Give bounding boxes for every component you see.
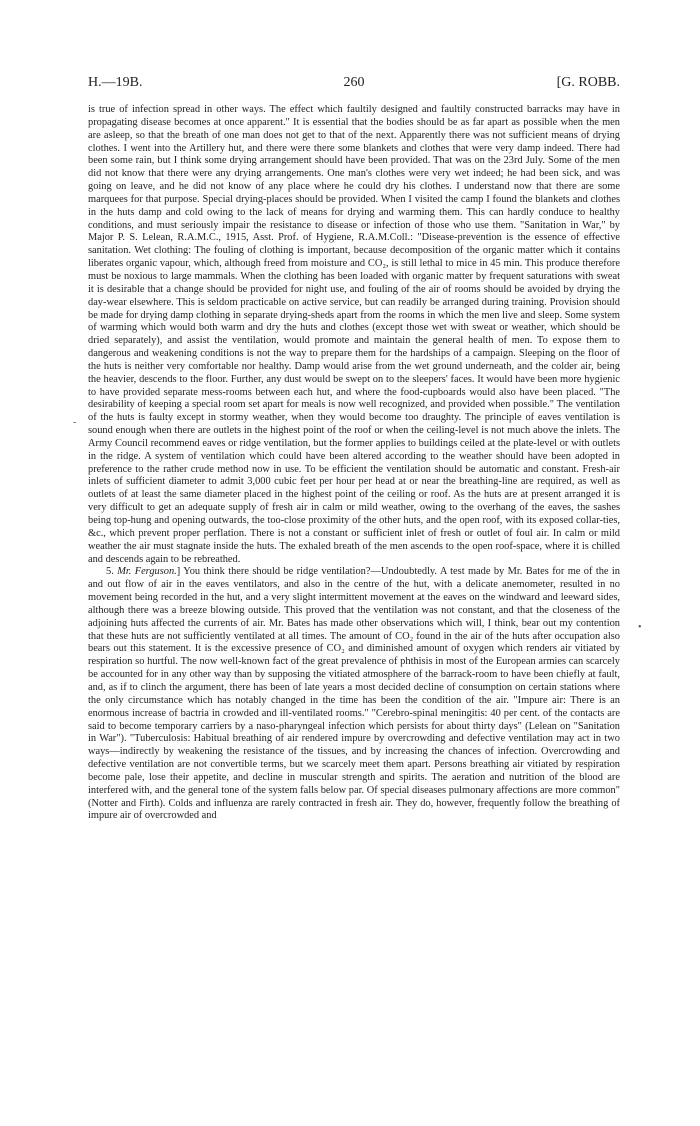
paragraph-2-text: You think there should be ridge ventilation?—Undoubtedly. A test made by Mr. Bates for me of the in and out flow of air in the eaves ventilators, and also in the centre of the hut, with a delicate anemometer, resulted in no movement being recorded in the hut, and a very slight intermittent movement at the eaves on the windward and leeward sides, although there was a breeze blowing outside. This proved that the ventilation was not constant, and that the closeness of the adjoining huts affected the currents of air. Mr. Bates has made other observations which will, I think, bear out my contention that these huts are not sufficiently ventilated at all times. The amount of CO₂ found in the air of the huts after occupation also bears out this statement. It is the excessive presence of CO₂ and diminished amount of oxygen which renders air vitiated by respiration so hurtful. The now well-known fact of the great prevalence of phthisis in most of the European armies can scarcely be accounted for in any other way than by supposing the vitiated atmosphere of the barrack-room to have been chiefly at fault, and, as if to clinch the argument, there has been of late years a most decided decline of consumption on certain stations where the only circumstance which has notably changed in the time has been the condition of the air. "Impure air: There is an enormous increase of bactria in crowded and ill-ventilated rooms." "Cerebro-spinal meningitis: 40 per cent. of the contacts are said to become temporary carriers by a naso-pharyngeal infection which persists for about thirty days" (Lelean on "Sanitation in War"). "Tuberculosis: Habitual breathing of air rendered impure by overcrowding and defective ventilation may act in two ways—indirectly by weakening the resistance of the tissues, and by increasing the chances of infection. Overcrowding and defective ventilation are not convertible terms, but we scarcely meet them apart. Persons breathing air vitiated by respiration become pale, lose their appetite, and decline in muscular strength and spirits. The aeration and nutrition of the blood are interfered with, and the general tone of the system falls below par. Of special diseases pulmonary affections are more common" (Notter and Firth). Colds and influenza are rarely contracted in fresh air. They do, however, frequently follow the breathing of impure air of overcrowded and <box>88 566 620 822</box>
margin-mark-right: • <box>638 622 642 633</box>
header-witness: [G. ROBB. <box>556 75 620 90</box>
question-bracket: ] <box>176 566 181 578</box>
paragraph-2 <box>88 566 620 823</box>
question-number: 5. <box>106 566 114 578</box>
question-speaker: Mr. Ferguson. <box>117 566 177 578</box>
page-header <box>88 75 620 97</box>
margin-mark-left: - <box>73 417 77 428</box>
header-reference: H.—19B. <box>88 75 143 90</box>
body-text <box>88 104 620 823</box>
page-number: 260 <box>343 75 365 90</box>
paragraph-1: is true of infection spread in other ways. The effect which faultily designed and faultily constructed barracks may have in propagating disease becomes at once apparent." It is essential that the bodies should be as far apart as possible when the men are asleep, so that the breath of one man does not get to that of the next. Apparently there was not sufficient means of drying clothes. I went into the Artillery hut, and there were there some blankets and clothes that were very damp indeed. There had been some rain, but I think some drying arrangement should have been provided. That was on the 23rd July. Some of the men did not know that there were any drying arrangements. One man's clothes were very wet indeed; he had been sick, and was going on leave, and he did not know of any place where he could dry his clothes. I understand now that there are some marquees for that purpose. Special drying-places should be provided. When I visited the camp I found the blankets and clothes in the huts damp and cold owing to the lack of means for drying and warming them. This can hardly conduce to healthy conditions, and must seriously impair the resistance to disease or infection of those who use them. "Sanitation in War," by Major P. S. Lelean, R.A.M.C., 1915, Asst. Prof. of Hygiene, R.A.M.Coll.: "Disease-prevention is the essence of effective sanitation. Wet clothing: The fouling of clothing is important, because decomposition of the organic matter which it contains liberates organic vapour, which, although freed from moisture and CO₂, is still lethal to mice in 45 min. This produce therefore must be noxious to large mammals. When the clothing has been loaded with organic matter by frequent saturations with sweat it is desirable that a change should be provided for night use, and fouling of the air of rooms should be avoided by drying the day-wear elsewhere. This is seldom practicable on active service, but can readily be arranged during training. Provision should be made for drying damp clothing in separate drying-sheds apart from the rooms in which the men live and sleep. Some system of warming which would both warm and dry the huts and clothes (except those wet with sweat or weather, which should be dried separately), and assist the ventilation, would promote and maintain the general health of men. To expose them to dangerous and weakening conditions is not the way to prepare them for the hardships of a campaign. Sleeping on the floor of the huts is neither very comfortable nor healthy. Damp would arise from the wet ground underneath, and the colder air, being the heavier, descends to the floor. Further, any dust would be swept on to the sleepers' faces. It would have been more hygienic to have provided separate mess-rooms between each hut, and where the food-cupboards would also have been placed. "The desirability of keeping a special room set apart for meals is now well recognized, and provided when possible." The ventilation of the huts is faulty except in stormy weather, when they would become too draughty. The principle of eaves ventilation is sound enough when there are outlets in the highest point of the roof or when the ceiling-level is not much above the inlets. The Army Council recommend eaves or ridge ventilation, but the former applies to buildings ceiled at the plate-level or with outlets in the ridge. A system of ventilation which could have been altered according to the weather should have been adopted in preference to the rather crude method now in use. To be efficient the ventilation should be automatic and constant. Fresh-air inlets of sufficient diameter to admit 3,000 cubic feet per hour per head at or near the breathing-line are required, as well as outlets of at least the same diameter placed in the highest point of the ceiling or roof. As the huts are at present arranged it is very difficult to get an adequate supply of fresh air in calm or mild weather, owing to the overhang of the eaves, the sashes being top-hung and opening outwards, the too-close proximity of the other huts, and the open roof, with its exposed collar-ties, &c., which prevent proper perflation. There is not a constant or sufficient inlet of fresh or outlet of foul air. In calm or mild weather the air must stagnate inside the huts. The exhaled breath of the men ascends to the open roof-space, where it is chilled and descends again to be rebreathed. <box>88 104 620 565</box>
